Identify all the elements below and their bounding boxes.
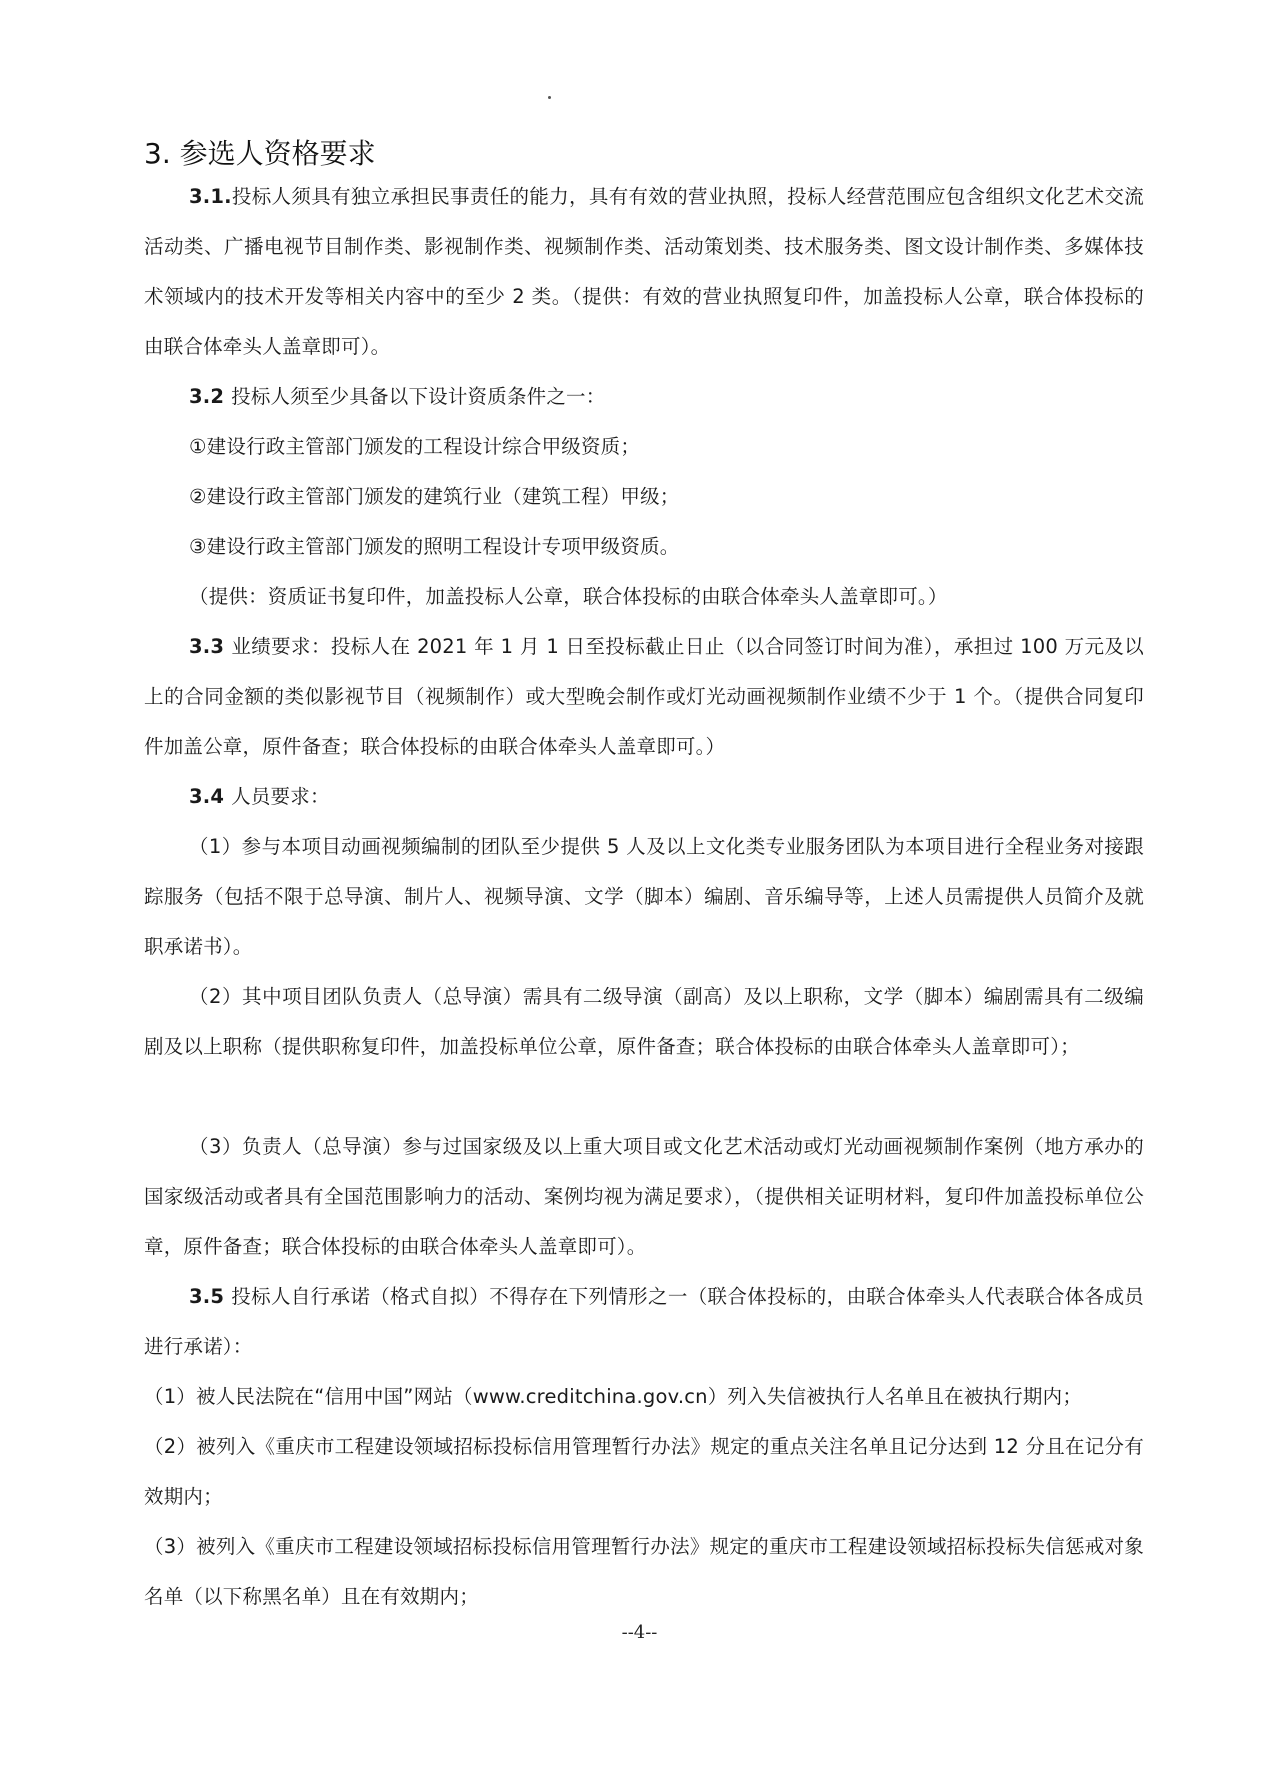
paragraph-3-5 [144,1272,1144,1372]
list-item-3 [144,522,1144,572]
paragraph-3-2 [144,372,1144,422]
paragraph-lead: 3.4 [189,785,232,808]
paragraph-text: （2）被列入《重庆市工程建设领域招标投标信用管理暂行办法》规定的重点关注名单且记分达到 12 分且在记分有效期内； [144,1435,1144,1508]
paragraph-text: ③建设行政主管部门颁发的照明工程设计专项甲级资质。 [189,535,680,558]
personnel-item-1 [144,822,1144,972]
paragraph-lead: 3.3 [189,635,232,658]
scan-dot [548,96,551,99]
exclusion-item-2 [144,1422,1144,1522]
paragraph-text: （3）负责人（总导演）参与过国家级及以上重大项目或文化艺术活动或灯光动画视频制作案例（地方承办的国家级活动或者具有全国范围影响力的活动、案例均视为满足要求），（提供相关证明材料，复印件加盖投标单位公章，原件备查；联合体投标的由联合体牵头人盖章即可）。 [144,1135,1144,1258]
paragraph-text: ①建设行政主管部门颁发的工程设计综合甲级资质； [189,435,641,458]
paragraph-text: （2）其中项目团队负责人（总导演）需具有二级导演（副高）及以上职称，文学（脚本）编剧需具有二级编剧及以上职称（提供职称复印件，加盖投标单位公章，原件备查；联合体投标的由联合体牵头人盖章即可）； [144,985,1144,1058]
paragraph-3-4 [144,772,1144,822]
paragraph-text: 投标人须具有独立承担民事责任的能力，具有有效的营业执照，投标人经营范围应包含组织文化艺术交流活动类、广播电视节目制作类、影视制作类、视频制作类、活动策划类、技术服务类、图文设计制作类、多媒体技术领域内的技术开发等相关内容中的至少 2 类。（提供：有效的营业执照复印件，加盖投标人公章，联合体投标的由联合体牵头人盖章即可）。 [144,185,1144,358]
paragraph-text: （1）被人民法院在“信用中国”网站（www.creditchina.gov.cn）列入失信被执行人名单且在被执行期内； [144,1385,1083,1408]
page-number: --4-- [621,1622,658,1643]
paragraph-lead: 3.5 [189,1285,232,1308]
paragraph-text: （1）参与本项目动画视频编制的团队至少提供 5 人及以上文化类专业服务团队为本项目进行全程业务对接跟踪服务（包括不限于总导演、制片人、视频导演、文学（脚本）编剧、音乐编导等，上述人员需提供人员简介及就职承诺书）。 [144,835,1144,958]
paragraph-text: 投标人须至少具备以下设计资质条件之一： [231,385,606,408]
list-item-2 [144,472,1144,522]
paragraph-text: 人员要求： [231,785,330,808]
personnel-item-3 [144,1122,1144,1272]
paragraph-text: 业绩要求：投标人在 2021 年 1 月 1 日至投标截止日止（以合同签订时间为准），承担过 100 万元及以上的合同金额的类似影视节目（视频制作）或大型晚会制作或灯光动画视频制作业绩不少于 1 个。（提供合同复印件加盖公章，原件备查；联合体投标的由联合体牵头人盖章即可。） [144,635,1144,758]
paragraph-text: （3）被列入《重庆市工程建设领域招标投标信用管理暂行办法》规定的重庆市工程建设领域招标投标失信惩戒对象名单（以下称黑名单）且在有效期内； [144,1535,1144,1608]
paragraph-text: ②建设行政主管部门颁发的建筑行业（建筑工程）甲级； [189,485,680,508]
paragraph-text: （提供：资质证书复印件，加盖投标人公章，联合体投标的由联合体牵头人盖章即可。） [189,585,948,608]
provision-note [144,572,1144,622]
list-item-1 [144,422,1144,472]
paragraph-lead: 3.1. [189,185,232,208]
personnel-item-2 [144,972,1144,1072]
paragraph-lead: 3.2 [189,385,232,408]
paragraph-3-1 [144,172,1144,372]
exclusion-item-3 [144,1522,1144,1622]
paragraph-text: 投标人自行承诺（格式自拟）不得存在下列情形之一（联合体投标的，由联合体牵头人代表联合体各成员进行承诺）： [144,1285,1144,1358]
section-heading: 3. 参选人资格要求 [144,137,376,170]
paragraph-3-3 [144,622,1144,772]
exclusion-item-1 [144,1372,1144,1422]
